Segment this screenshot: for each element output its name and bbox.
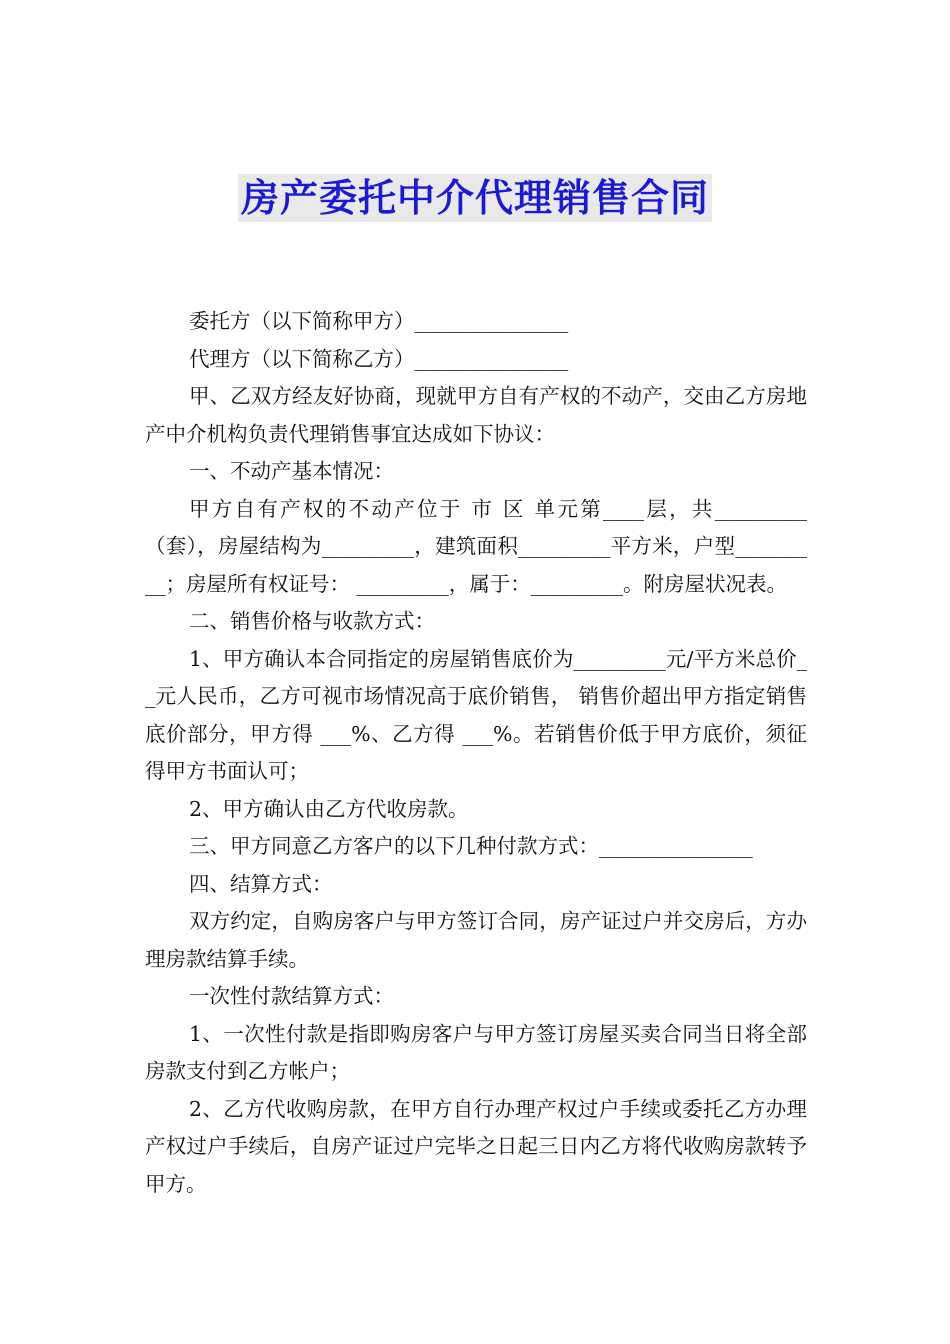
lump-sum-heading: 一次性付款结算方式： (189, 984, 394, 1008)
section-heading-3: 三、甲方同意乙方客户的以下几种付款方式：_______________ (189, 834, 753, 858)
intro-paragraph: 甲、乙双方经友好协商，现就甲方自有产权的不动产，交由乙方房地产中介机构负责代理销售事宜达成如下协议： (145, 384, 807, 446)
title-container (0, 174, 950, 222)
section-heading-1: 一、不动产基本情况： (189, 459, 394, 483)
lump-sum-clause-1: 1、一次性付款是指即购房客户与甲方签订房屋买卖合同当日将全部房款支付到乙方帐户； (145, 1021, 807, 1083)
lump-sum-clause-2: 2、乙方代收购房款，在甲方自行办理产权过户手续或委托乙方办理产权过户手续后，自房产证过户完毕之日起三日内乙方将代收购房款转予甲方。 (145, 1096, 807, 1196)
party-a-line: 委托方（以下简称甲方）_______________ (189, 309, 569, 333)
section-heading-4: 四、结算方式： (189, 871, 333, 896)
document-title: 房产委托中介代理销售合同 (238, 174, 712, 222)
price-clause-1: 1、甲方确认本合同指定的房屋销售底价为_________元/平方米总价__元人民币，乙方可视市场情况高于底价销售， 销售价超出甲方指定销售底价部分，甲方得 ___%、乙方得 ___%。若销售价低于甲方底价，须征得甲方书面认可； (145, 646, 807, 783)
settlement-paragraph: 双方约定，自购房客户与甲方签订合同，房产证过户并交房后，方办理房款结算手续。 (145, 909, 807, 971)
price-clause-2: 2、甲方确认由乙方代收房款。 (189, 796, 469, 821)
document-body (145, 303, 807, 1203)
property-details-paragraph: 甲方自有产权的不动产位于 市 区 单元第____层，共_________（套），房屋结构为_________，建筑面积_________平方米，户型_________；房屋所有权证号： _________，属于：_________。附房屋状况表。 (145, 496, 807, 596)
party-b-line: 代理方（以下简称乙方）_______________ (189, 346, 569, 371)
section-heading-2: 二、销售价格与收款方式： (189, 609, 435, 633)
